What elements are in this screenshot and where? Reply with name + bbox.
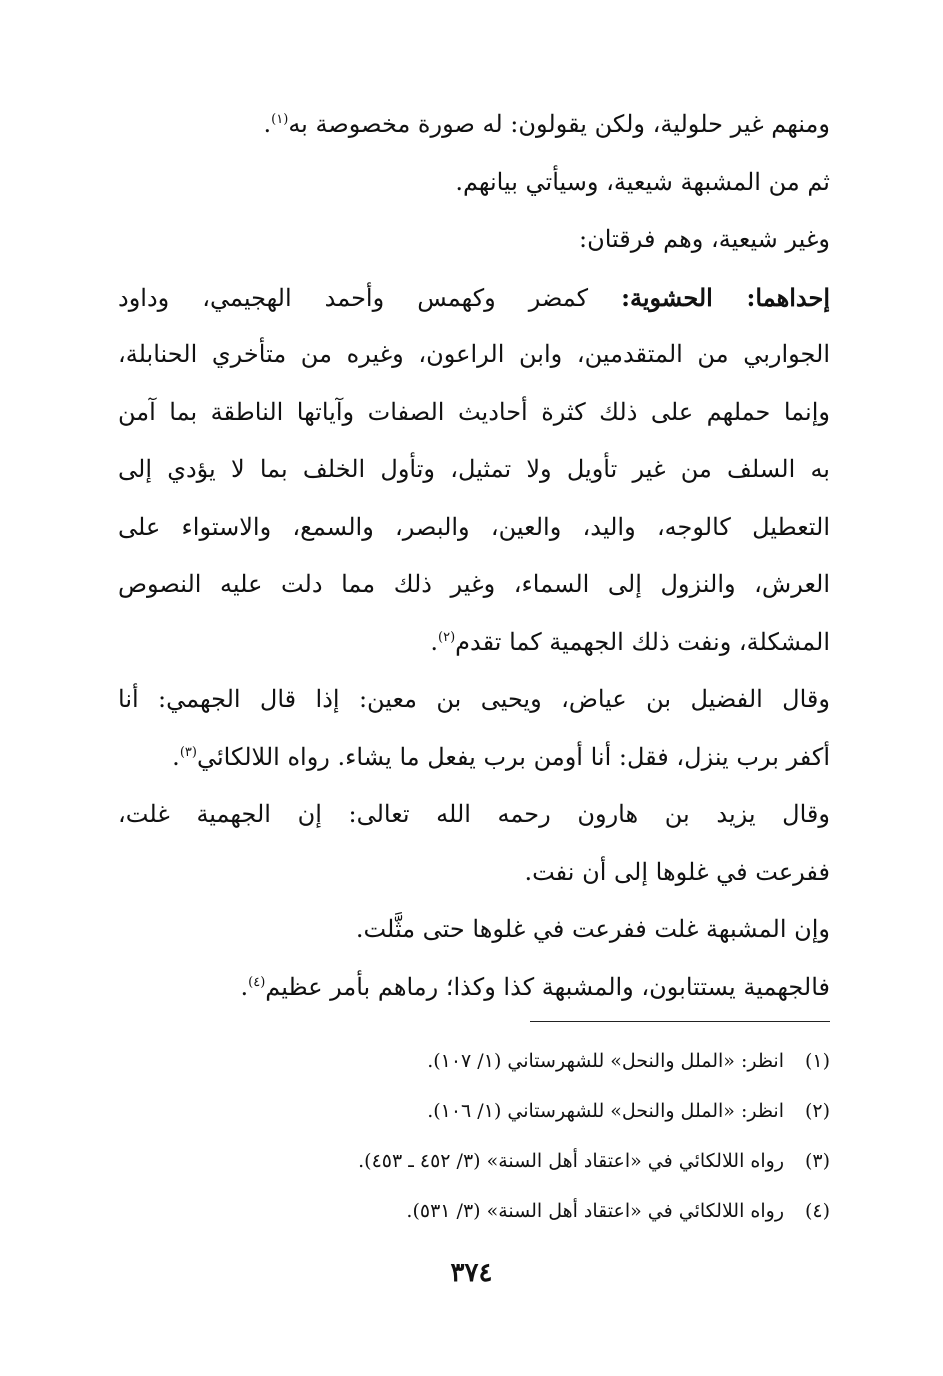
text-line xyxy=(118,96,830,154)
text-run: وإن المشبهة غلت ففرعت في غلوها حتى مثَّلت. xyxy=(355,915,830,943)
text-run: . xyxy=(240,972,249,1001)
footnote-text: رواه اللالكائي في «اعتقاد أهل السنة» (٣/ ٥٣١). xyxy=(406,1200,784,1222)
footnote-marker: (١) xyxy=(271,112,289,127)
text-run: أكفر برب ينزل، فقل: أنا أومن برب يفعل ما يشاء. رواه اللالكائي xyxy=(196,742,830,771)
text-line xyxy=(118,499,830,557)
footnote-item xyxy=(118,1086,830,1136)
text-line xyxy=(118,671,830,729)
text-run: ثم من المشبهة شيعية، وسيأتي بيانهم. xyxy=(455,167,830,196)
footnote-item xyxy=(118,1136,830,1186)
footnote-number: (٣) xyxy=(804,1150,830,1172)
footnotes xyxy=(118,1036,830,1236)
text-run: المشكلة، ونفت ذلك الجهمية كما تقدم xyxy=(455,627,830,656)
text-run: الجواربي من المتقدمين، وابن الراعون، وغيره من متأخري الحنابلة، xyxy=(118,340,830,368)
main-text xyxy=(118,96,830,1016)
footnote-item xyxy=(118,1186,830,1236)
text-run: به السلف من غير تأويل ولا تمثيل، وتأول الخلف بما لا يؤدي إلى xyxy=(118,455,830,483)
footnote-number: (١) xyxy=(804,1050,830,1072)
text-line xyxy=(118,614,830,672)
footnote-marker: (٣) xyxy=(179,744,197,760)
text-run: وقال الفضيل بن عياض، ويحيى بن معين: إذا قال الجهمي: أنا xyxy=(118,685,830,713)
text-line xyxy=(118,959,830,1017)
text-run: ففرعت في غلوها إلى أن نفت. xyxy=(524,857,830,886)
text-line xyxy=(118,556,830,614)
page-number: ٣٧٤ xyxy=(450,1258,493,1288)
footnote-text: انظر: «الملل والنحل» للشهرستاني (١/ ١٠٧). xyxy=(427,1050,784,1072)
text-run: كمضر وكهمس وأحمد الهجيمي، وداود xyxy=(118,283,622,312)
text-line xyxy=(118,441,830,499)
footnote-item xyxy=(118,1036,830,1086)
footnote-text: رواه اللالكائي في «اعتقاد أهل السنة» (٣/ ٤٥٢ ـ ٤٥٣). xyxy=(358,1150,784,1172)
text-line xyxy=(118,326,830,384)
text-line xyxy=(118,844,830,902)
text-run: فالجهمية يستتابون، والمشبهة كذا وكذا؛ رماهم بأمر عظيم xyxy=(265,972,830,1001)
footnote-marker: (٢) xyxy=(438,629,456,645)
text-run: وإنما حملهم على ذلك كثرة أحاديث الصفات وآياتها الناطقة بما آمن xyxy=(118,397,830,426)
text-run: وقال يزيد بن هارون رحمه الله تعالى: إن الجهمية غلت، xyxy=(118,800,830,828)
text-line xyxy=(118,729,830,787)
footnote-number: (٤) xyxy=(804,1200,830,1222)
text-line xyxy=(118,211,830,269)
text-line xyxy=(118,786,830,844)
text-line xyxy=(118,269,830,327)
footnote-text: انظر: «الملل والنحل» للشهرستاني (١/ ١٠٦). xyxy=(427,1100,784,1122)
text-line xyxy=(118,901,830,959)
text-run: التعطيل كالوجه، واليد، والعين، والبصر، والسمع، والاستواء على xyxy=(118,512,830,541)
text-line xyxy=(118,384,830,442)
bold-heading-run: إحداهما: الحشوية: xyxy=(621,282,830,312)
text-run: . xyxy=(263,110,272,138)
text-run: العرش، والنزول إلى السماء، وغير ذلك مما دلت عليه النصوص xyxy=(118,570,830,598)
text-line xyxy=(118,154,830,212)
text-run: ومنهم غير حلولية، ولكن يقولون: له صورة مخصوصة به xyxy=(288,110,830,138)
footnote-divider xyxy=(530,1021,830,1022)
footnote-number: (٢) xyxy=(804,1100,830,1122)
text-run: وغير شيعية، وهم فرقتان: xyxy=(579,225,830,253)
footnote-marker: (٤) xyxy=(248,974,266,990)
text-run: . xyxy=(172,742,180,771)
text-run: . xyxy=(430,627,439,656)
